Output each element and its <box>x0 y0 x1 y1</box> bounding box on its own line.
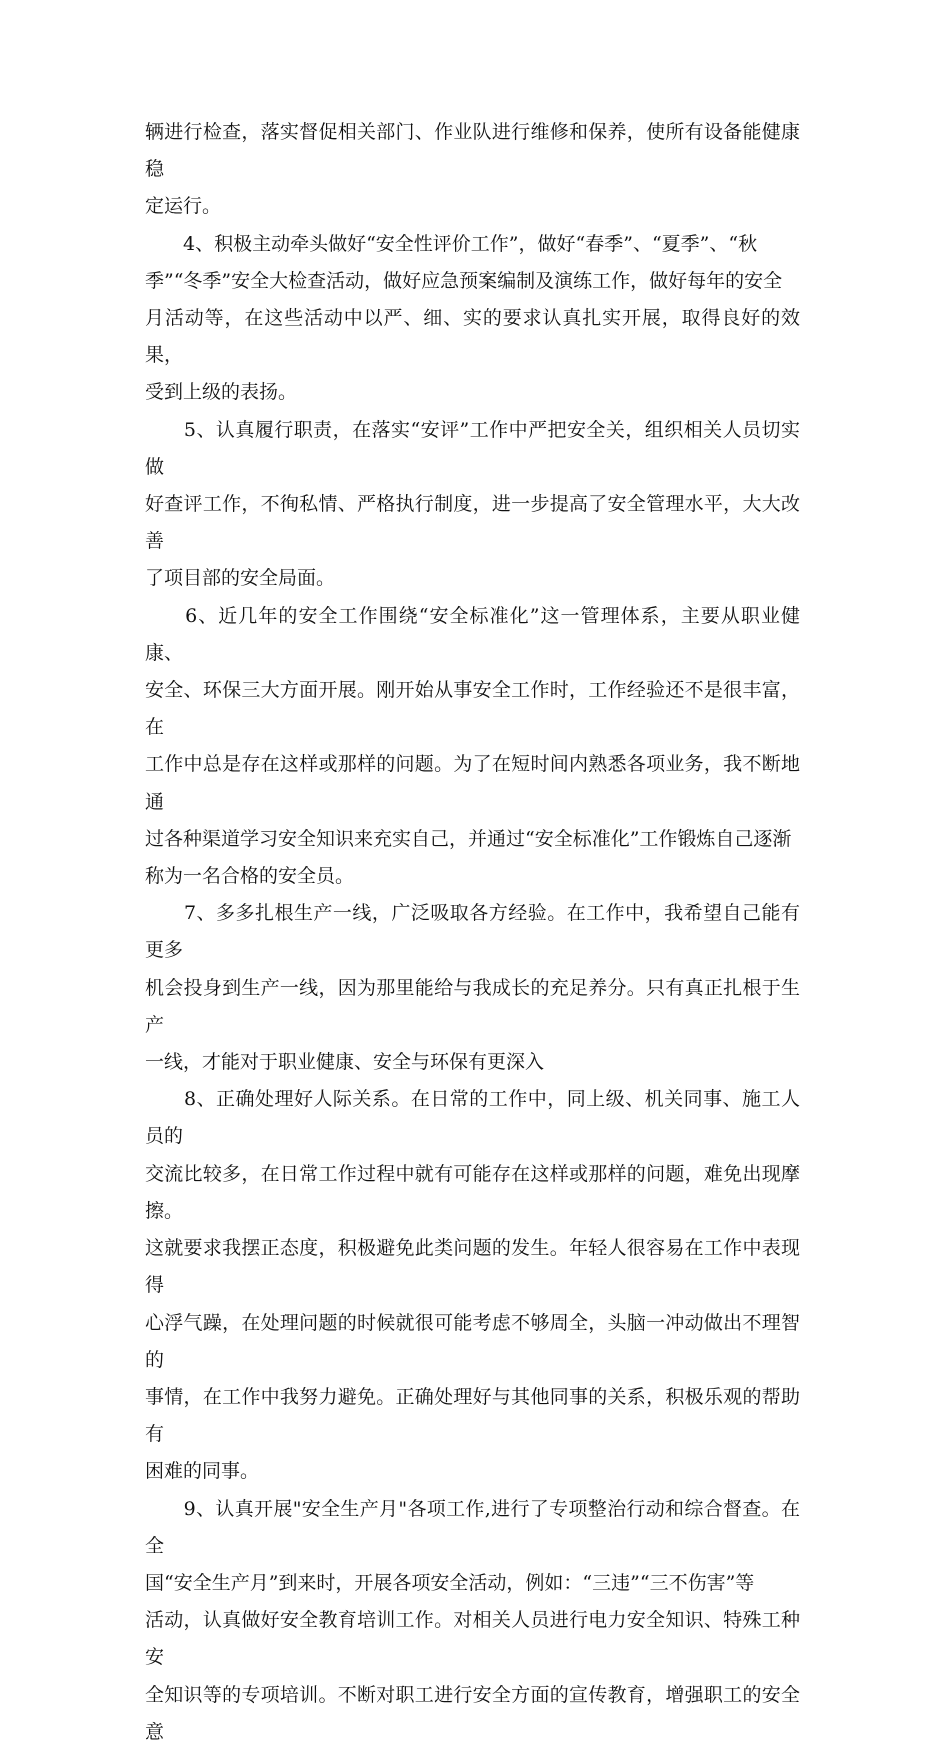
document-body <box>145 114 800 1751</box>
paragraph-item-5: 5、认真履行职责，在落实“安评”工作中严把安全关，组织相关人员切实做 好查评工作，不徇私情、严格执行制度，进一步提高了安全管理水平，大大改善 了项目部的安全局面。 <box>145 418 800 590</box>
paragraph-item-8: 8、正确处理好人际关系。在日常的工作中，同上级、机关同事、施工人员的 交流比较多，在日常工作过程中就有可能存在这样或那样的问题，难免出现摩擦。 这就要求我摆正态度，积极避免此类问题的发生。年轻人很容易在工作中表现得 心浮气躁，在处理问题的时候就很可能考虑不够周全，头脑一冲动做出不理智的 事情，在工作中我努力避免。正确处理好与其他同事的关系，积极乐观的帮助有 困难的同事。 <box>145 1088 800 1483</box>
paragraph-item-6: 6、近几年的安全工作围绕“安全标准化”这一管理体系，主要从职业健康、 安全、环保三大方面开展。刚开始从事安全工作时，工作经验还不是很丰富，在 工作中总是存在这样或那样的问题。为了在短时间内熟悉各项业务，我不断地通 过各种渠道学习安全知识来充实自己，并通过“安全标准化”工作锻炼自己逐渐 称为一名合格的安全员。 <box>145 604 800 888</box>
paragraph-item-9: 9、认真开展"安全生产月"各项工作,进行了专项整治行动和综合督查。在全 国“安全生产月”到来时，开展各项安全活动，例如：“三违”“三不伤害”等 活动，认真做好安全教育培训工作。对相关人员进行电力安全知识、特殊工种安 全知识等的专项培训。不断对职工进行安全方面的宣传教育，增强职工的安全意 <box>145 1497 800 1743</box>
paragraph-item-7: 7、多多扎根生产一线，广泛吸取各方经验。在工作中，我希望自己能有更多 机会投身到生产一线，因为那里能给与我成长的充足养分。只有真正扎根于生产 一线，才能对于职业健康、安全与环保有更深入 <box>145 902 800 1074</box>
paragraph-item-4: 4、积极主动牵头做好“安全性评价工作”，做好“春季”、“夏季”、“秋 季”“冬季”安全大检查活动，做好应急预案编制及演练工作，做好每年的安全 月活动等，在这些活动中以严、细、实的要求认真扎实开展，取得良好的效果， 受到上级的表扬。 <box>145 232 800 404</box>
paragraph-continuation: 辆进行检查，落实督促相关部门、作业队进行维修和保养，使所有设备能健康稳 定运行。 <box>145 121 800 218</box>
